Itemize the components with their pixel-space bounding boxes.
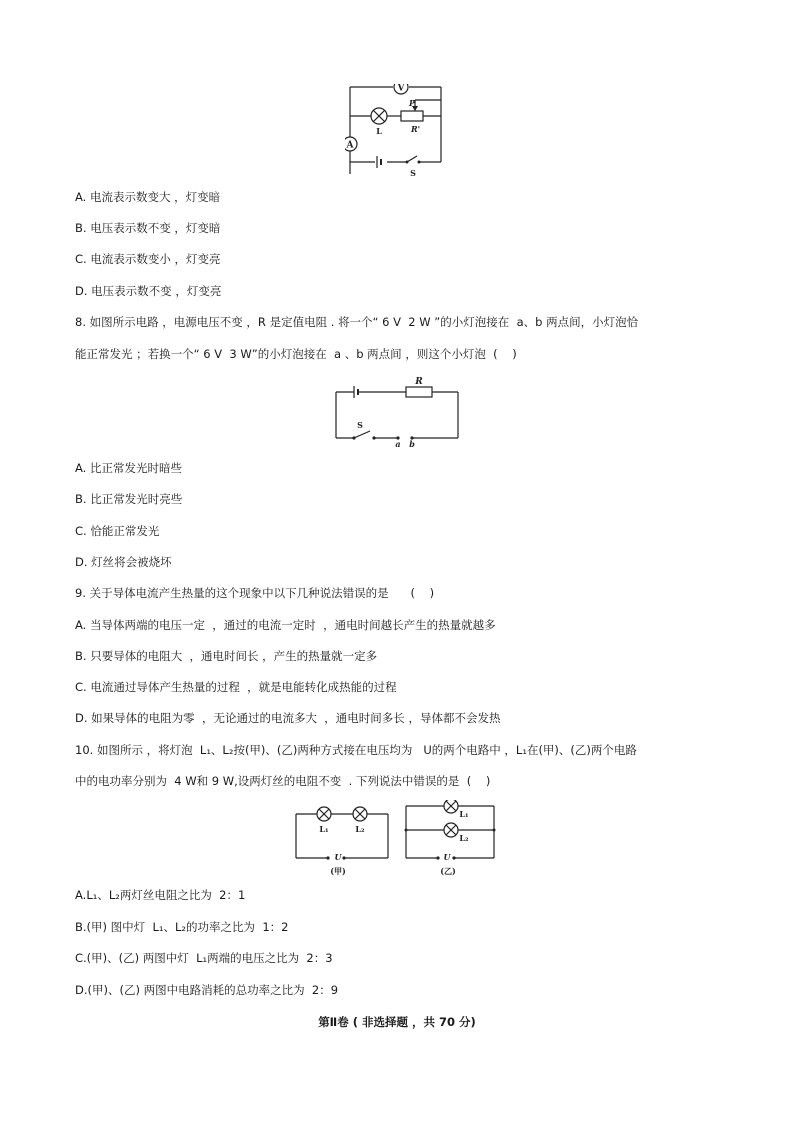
q8-option-d: D. 灯丝将会被烧坏 bbox=[75, 555, 172, 569]
jia-l1-label: L₁ bbox=[319, 824, 329, 834]
q9-option-c: C. 电流通过导体产生热量的过程 ，就是电能转化成热能的过程 bbox=[75, 680, 397, 694]
circuit-figure-q7 bbox=[345, 84, 445, 178]
q8-stem-line2: 能正常发光 ；若换一个“ 6 V 3 W”的小灯泡接在 a 、b 两点间 ，则这个小灯泡 ( ) bbox=[75, 347, 517, 361]
section-heading: 第Ⅱ卷 ( 非选择题 ，共 70 分) bbox=[318, 1015, 476, 1029]
q9-option-a: A. 当导体两端的电压一定 ，通过的电流一定时 ，通电时间越长产生的热量就越多 bbox=[75, 618, 496, 632]
jia-u-label: U bbox=[334, 852, 342, 862]
q8-option-c: C. 恰能正常发光 bbox=[75, 524, 160, 538]
lamp-label: L bbox=[376, 126, 382, 136]
q9-stem: 9. 关于导体电流产生热量的这个现象中以下几种说法错误的是 ( ) bbox=[75, 586, 435, 600]
q10-option-c: C.(甲)、(乙) 两图中灯 L₁两端的电压之比为 2：3 bbox=[75, 951, 333, 965]
slider-label: P bbox=[409, 98, 416, 108]
q9-option-d: D. 如果导体的电阻为零 ，无论通过的电流多大 ，通电时间多长 ，导体都不会发热 bbox=[75, 711, 501, 725]
q8-stem-line1: 8. 如图所示电路 ，电源电压不变 ，R 是定值电阻 . 将一个“ 6 V 2 W ”的小灯泡接在 a、b 两点间，小灯泡恰 bbox=[75, 315, 639, 329]
point-b-label: b bbox=[409, 439, 415, 448]
q8-option-b: B. 比正常发光时亮些 bbox=[75, 492, 183, 506]
q10-option-d: D.(甲)、(乙) 两图中电路消耗的总功率之比为 2：9 bbox=[75, 983, 339, 997]
q10-stem-line2: 中的电功率分别为 4 W和 9 W,设两灯丝的电阻不变 . 下列说法中错误的是 ( ) bbox=[75, 774, 491, 788]
q10-stem-line1: 10. 如图所示 ，将灯泡 L₁、L₂按(甲)、(乙)两种方式接在电压均为 U的两个电路中 ，L₁在(甲)、(乙)两个电路 bbox=[75, 743, 637, 757]
yi-u-label: U bbox=[443, 852, 451, 862]
switch-label: S bbox=[410, 168, 416, 178]
resistor-label: R bbox=[415, 377, 423, 387]
circuit-figure-q10 bbox=[292, 800, 498, 880]
q9-option-b: B. 只要导体的电阻大 ，通电时间长 ，产生的热量就一定多 bbox=[75, 649, 378, 663]
rheostat-label: R' bbox=[411, 124, 421, 134]
jia-l2-label: L₂ bbox=[355, 824, 365, 834]
q7-option-b: B. 电压表示数不变 ，灯变暗 bbox=[75, 221, 221, 235]
circuit-figure-q8 bbox=[332, 376, 462, 448]
yi-l1-label: L₁ bbox=[459, 809, 469, 819]
q7-option-c: C. 电流表示数变小 ，灯变亮 bbox=[75, 252, 221, 266]
q8-option-a: A. 比正常发光时暗些 bbox=[75, 461, 182, 475]
q10-option-b: B.(甲) 图中灯 L₁、L₂的功率之比为 1：2 bbox=[75, 920, 289, 934]
q7-option-a: A. 电流表示数变大 ，灯变暗 bbox=[75, 190, 221, 204]
q7-option-d: D. 电压表示数不变 ，灯变亮 bbox=[75, 284, 222, 298]
point-a-label: a bbox=[395, 439, 401, 448]
jia-caption: (甲) bbox=[330, 866, 346, 876]
yi-caption: (乙) bbox=[440, 866, 456, 876]
yi-l2-label: L₂ bbox=[459, 833, 469, 843]
switch-label: S bbox=[357, 420, 363, 430]
voltmeter-label: V bbox=[397, 84, 405, 94]
ammeter-label: A bbox=[346, 140, 354, 151]
q10-option-a: A.L₁、L₂两灯丝电阻之比为 2：1 bbox=[75, 888, 246, 902]
